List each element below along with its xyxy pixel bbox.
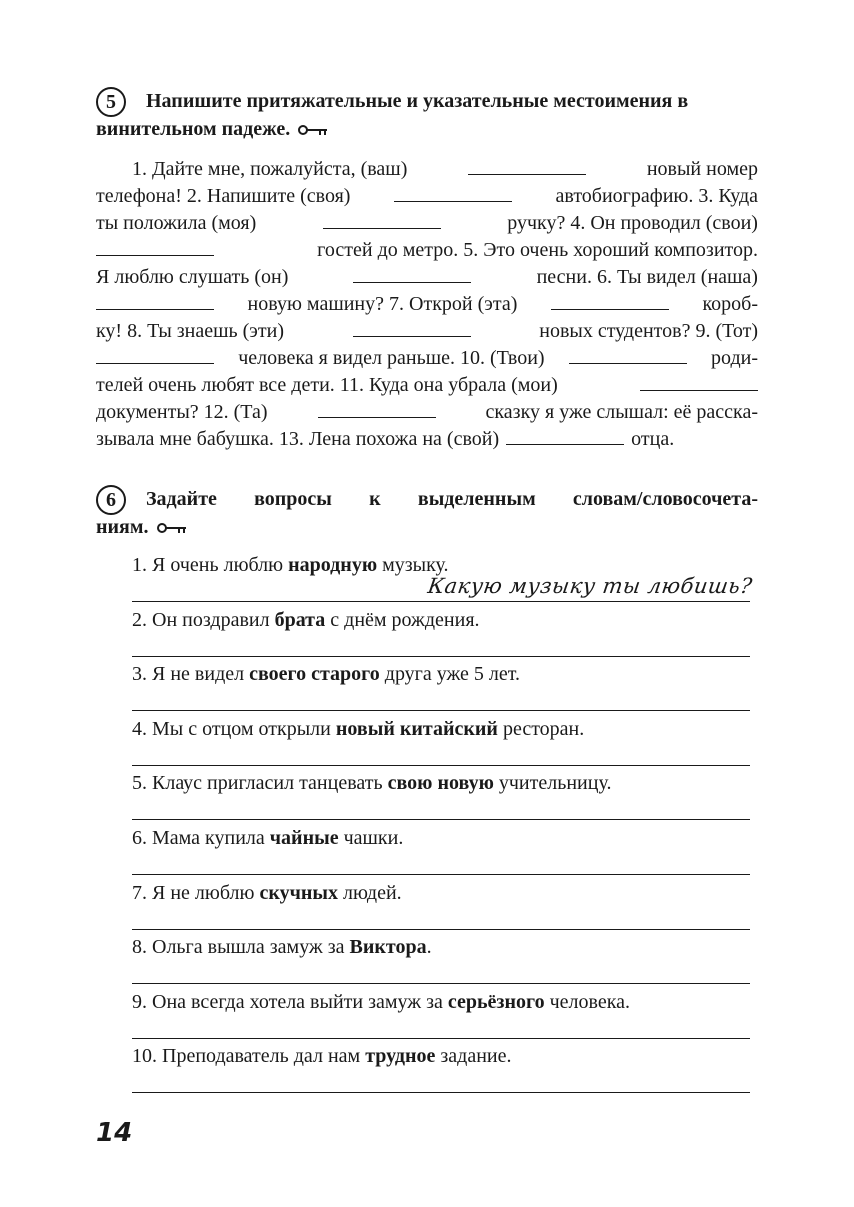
answer-line[interactable] (132, 765, 750, 766)
question-text (132, 770, 750, 796)
question-item (132, 880, 750, 935)
text-fragment: телефона! 2. Напишите (своя) (96, 185, 351, 207)
exercise-number-badge: 5 (96, 87, 126, 117)
text-fragment: зывала мне бабушка. 13. Лена похожа на (свой) (96, 428, 500, 450)
text-fragment: новый номер (646, 158, 758, 180)
text-fragment: ручку? 4. Он проводил (свои) (507, 212, 758, 234)
text-fragment: автобиографию. 3. Куда (555, 185, 758, 207)
text-fragment: отца. (631, 428, 675, 450)
question-text-end: музыку. (377, 554, 449, 576)
question-text-end: задание. (435, 1045, 512, 1068)
text-line (96, 372, 758, 399)
exercise-6-title-line1: Задайте вопросы к выделенным словам/словосочета- (146, 488, 758, 510)
text-fragment: короб- (702, 293, 758, 315)
text-line (96, 210, 758, 237)
question-text (132, 880, 750, 906)
text-line (96, 291, 758, 318)
exercise-5-title-text: Напишите притяжательные и указательные местоимения в винительном падеже. (96, 90, 689, 140)
question-item (132, 770, 750, 825)
question-item (132, 607, 750, 662)
exercise-5-header (96, 87, 758, 143)
question-item (132, 934, 750, 989)
text-line (96, 345, 758, 372)
highlighted-word: свою новую (387, 772, 494, 795)
question-text-end: людей. (338, 881, 402, 904)
question-text-start: 9. Она всегда хотела выйти замуж за (132, 990, 448, 1013)
question-text-start: 1. Я очень люблю (132, 554, 289, 576)
exercise-6-header (96, 485, 758, 541)
text-fragment: ку! 8. Ты знаешь (эти) (96, 320, 284, 342)
answer-blank[interactable] (640, 389, 758, 391)
question-text-end: . (426, 936, 432, 959)
text-fragment: новую машину? 7. Открой (эта) (247, 293, 518, 315)
text-fragment: человека я видел раньше. 10. (Твои) (238, 347, 545, 369)
answer-blank[interactable] (468, 173, 586, 175)
text-fragment: телей очень любят все дети. 11. Куда она убрала (мои) (96, 374, 558, 396)
highlighted-word: трудное (365, 1045, 436, 1068)
text-line (96, 156, 758, 183)
answer-blank[interactable] (96, 308, 214, 310)
answer-blank[interactable] (551, 308, 669, 310)
text-fragment: ты положила (моя) (96, 212, 257, 234)
text-line (96, 183, 758, 210)
answer-blank[interactable] (323, 227, 441, 229)
highlighted-word: брата (274, 608, 326, 631)
text-fragment: гостей до метро. 5. Это очень хороший композитор. (317, 239, 758, 261)
text-line (96, 426, 758, 453)
question-item (132, 661, 750, 716)
question-text-start: 4. Мы с отцом открыли (132, 717, 336, 740)
exercise-6-title-line2: ниям. (96, 516, 149, 538)
text-line (96, 237, 758, 264)
example-answer: Какую музыку ты любишь? (426, 574, 754, 598)
text-fragment: Я люблю слушать (он) (96, 266, 289, 288)
answer-line[interactable] (132, 710, 750, 711)
answer-line[interactable] (132, 819, 750, 820)
question-text (132, 661, 750, 687)
text-line (96, 399, 758, 426)
answer-line[interactable] (132, 601, 750, 602)
question-item (132, 989, 750, 1044)
text-fragment: сказку я уже слышал: её расска- (485, 401, 758, 423)
question-text-start: 2. Он поздравил (132, 608, 275, 631)
answer-blank[interactable] (353, 281, 471, 283)
text-fragment: документы? 12. (Та) (96, 401, 268, 423)
answer-blank[interactable] (506, 443, 624, 445)
question-text (132, 825, 750, 851)
highlighted-word: народную (288, 554, 378, 576)
question-text-start: 7. Я не люблю (132, 881, 260, 904)
question-item (132, 716, 750, 771)
question-text-start: 3. Я не видел (132, 663, 250, 686)
exercise-number-badge: 6 (96, 485, 126, 515)
answer-line[interactable] (132, 983, 750, 984)
exercise-6-questions (132, 552, 754, 1098)
question-item (132, 825, 750, 880)
answer-blank[interactable] (394, 200, 512, 202)
question-text-end: с днём рождения. (325, 608, 480, 631)
page-number: 14 (96, 1118, 133, 1148)
exercise-6-title (96, 485, 758, 541)
highlighted-word: серьёзного (447, 990, 545, 1013)
question-text-end: человека. (544, 990, 630, 1013)
answer-blank[interactable] (353, 335, 471, 337)
question-text-start: 8. Ольга вышла замуж за (132, 936, 350, 959)
question-text-end: учительницу. (493, 772, 612, 795)
question-text-end: друга уже 5 лет. (379, 663, 521, 686)
question-text-start: 5. Клаус пригласил танцевать (132, 772, 388, 795)
answer-line[interactable] (132, 929, 750, 930)
exercise-5-title (96, 87, 758, 143)
text-fragment: новых студентов? 9. (Тот) (539, 320, 758, 342)
highlighted-word: новый китайский (335, 717, 498, 740)
text-fragment: роди- (711, 347, 758, 369)
question-item (132, 552, 754, 607)
answer-blank[interactable] (96, 254, 214, 256)
highlighted-word: чайные (269, 826, 339, 849)
question-text (132, 716, 750, 742)
text-line (96, 264, 758, 291)
answer-line[interactable] (132, 874, 750, 875)
answer-blank[interactable] (318, 416, 436, 418)
question-item (132, 1043, 750, 1098)
question-text-start: 6. Мама купила (132, 826, 270, 849)
highlighted-word: Виктора (349, 936, 427, 959)
answer-blank[interactable] (569, 362, 687, 364)
question-text-start: 10. Преподаватель дал нам (132, 1045, 366, 1068)
answer-line[interactable] (132, 656, 750, 657)
text-fragment: 1. Дайте мне, пожалуйста, (ваш) (132, 158, 408, 180)
answer-blank[interactable] (96, 362, 214, 364)
question-text (132, 989, 750, 1015)
question-text (132, 1043, 750, 1069)
key-icon (157, 521, 187, 535)
key-icon (298, 123, 328, 137)
highlighted-word: скучных (259, 881, 338, 904)
answer-line[interactable] (132, 1038, 750, 1039)
answer-line[interactable] (132, 1092, 750, 1093)
highlighted-word: своего старого (249, 663, 380, 686)
text-fragment: песни. 6. Ты видел (наша) (536, 266, 758, 288)
exercise-5-text (96, 156, 758, 453)
question-text-end: чашки. (338, 826, 404, 849)
question-text (132, 607, 750, 633)
question-text (132, 934, 750, 960)
question-text-end: ресторан. (497, 717, 585, 740)
text-line (96, 318, 758, 345)
